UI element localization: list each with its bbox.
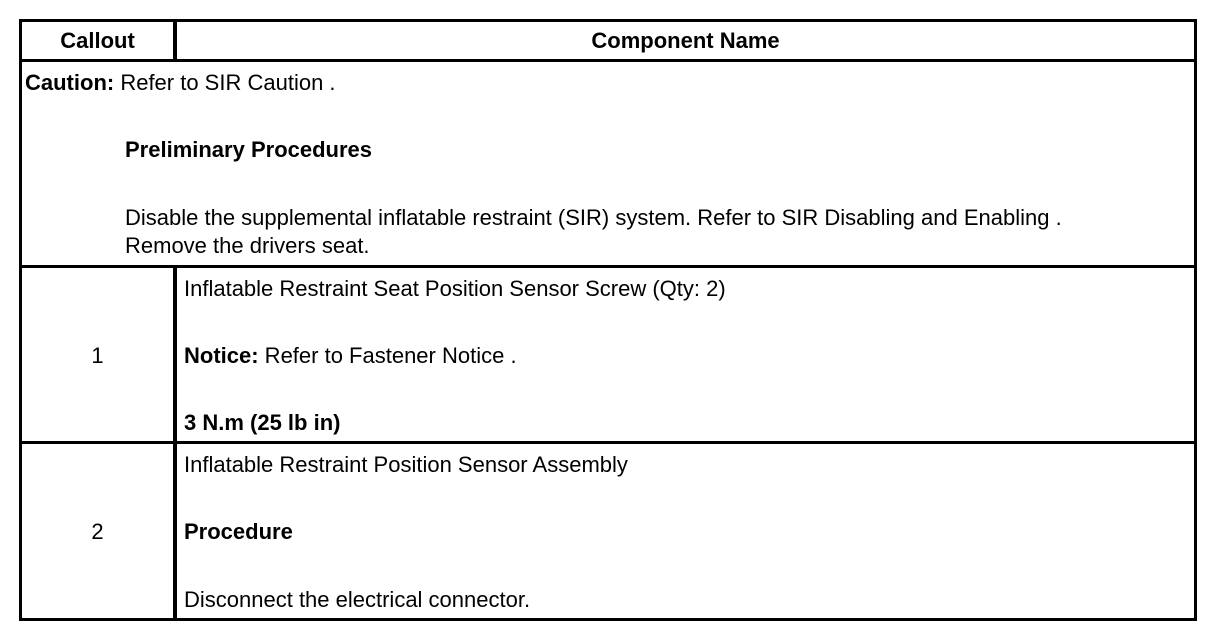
procedure-step: Disconnect the electrical connector. — [184, 587, 531, 612]
header-divider — [19, 59, 1197, 62]
intro-divider — [19, 265, 1197, 268]
preliminary-heading: Preliminary Procedures — [125, 137, 373, 162]
notice-text: Refer to Fastener Notice . — [258, 343, 517, 368]
column-header-callout: Callout — [60, 28, 135, 53]
row-divider — [19, 441, 1197, 444]
caution-text: Refer to SIR Caution . — [114, 70, 336, 95]
preliminary-step-remove-seat: Remove the drivers seat. — [125, 233, 370, 258]
callout-number: 2 — [91, 519, 104, 544]
preliminary-step-disable-sir: Disable the supplemental inflatable restraint (SIR) system. Refer to SIR Disabling and Enabling . — [125, 205, 1062, 230]
body-column-divider — [173, 265, 177, 621]
component-name: Inflatable Restraint Seat Position Sensor Screw (Qty: 2) — [184, 276, 726, 301]
caution-line — [25, 70, 336, 96]
notice-label: Notice: — [184, 343, 259, 368]
torque-spec: 3 N.m (25 lb in) — [184, 410, 341, 435]
callout-number: 1 — [91, 343, 104, 368]
procedure-heading: Procedure — [184, 519, 293, 544]
caution-label: Caution: — [25, 70, 115, 95]
column-header-component-name: Component Name — [591, 28, 780, 53]
component-name: Inflatable Restraint Position Sensor Assembly — [184, 452, 628, 477]
notice-line — [184, 343, 517, 369]
